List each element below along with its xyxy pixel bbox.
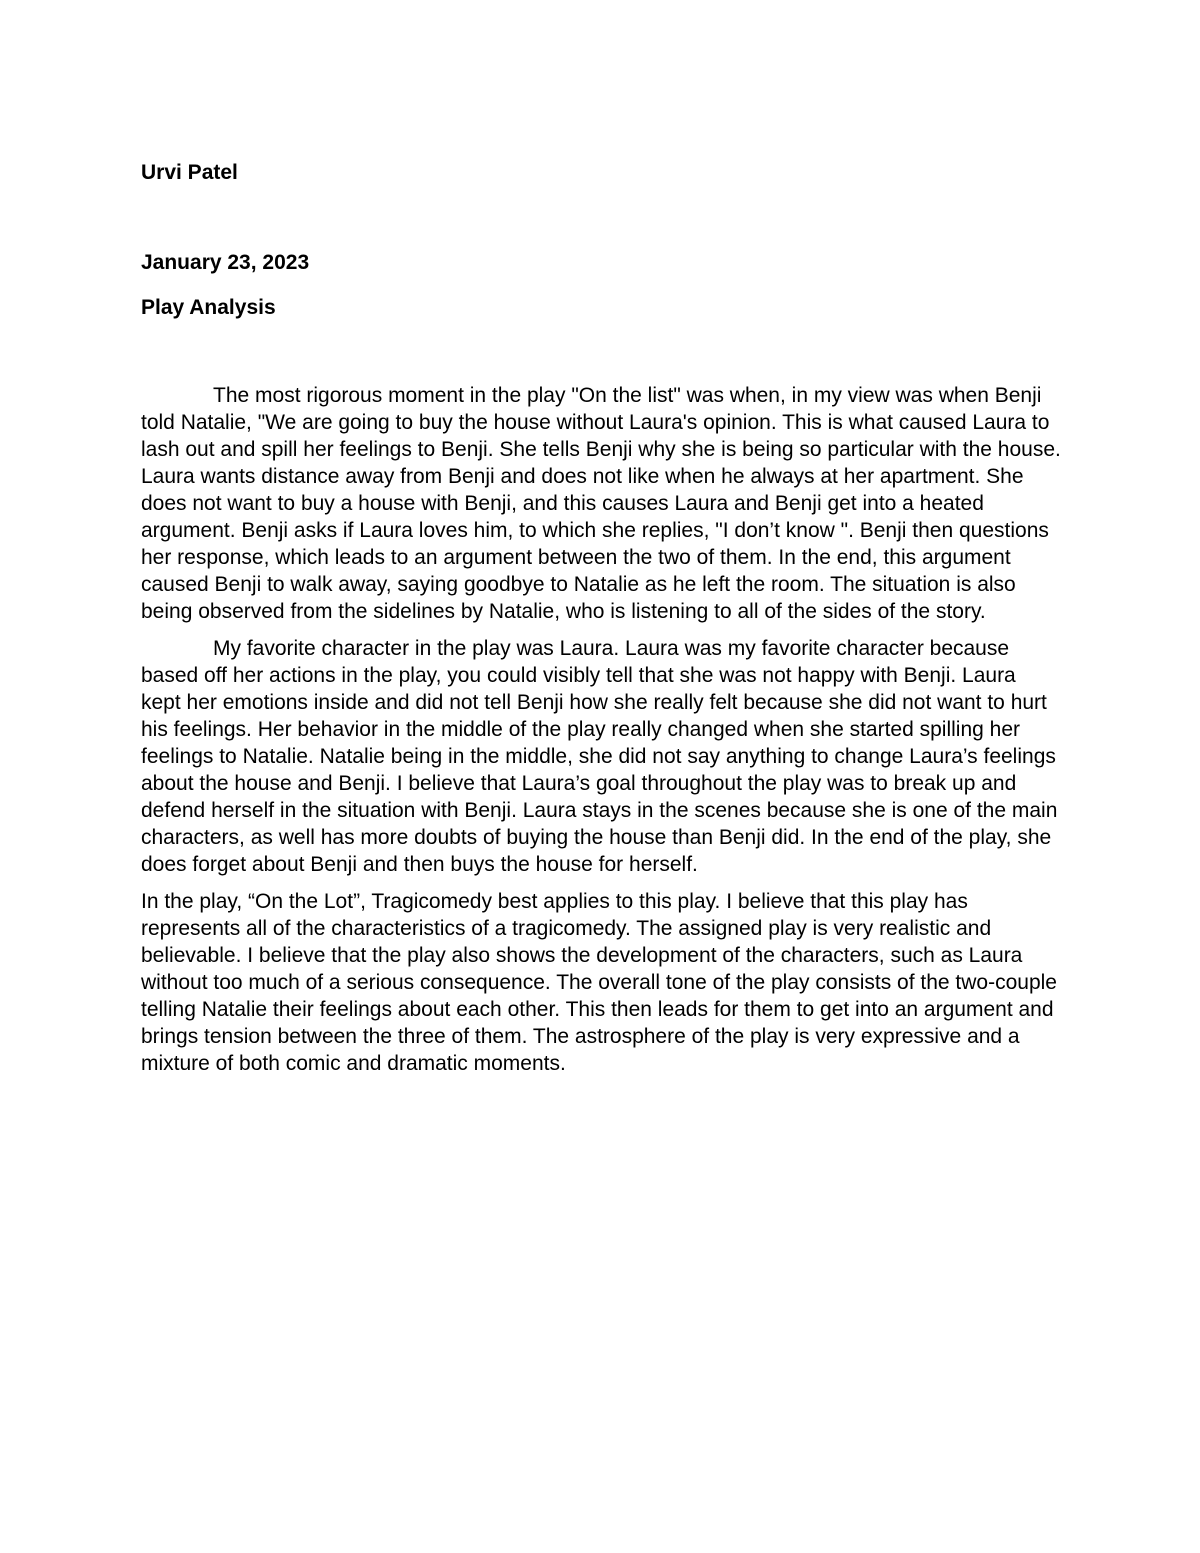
author-name: Urvi Patel <box>141 161 238 184</box>
document-date: January 23, 2023 <box>141 251 310 274</box>
essay-body <box>141 382 1061 1087</box>
paragraph-3: In the play, “On the Lot”, Tragicomedy best applies to this play. I believe that this play has represents all of the characteristics of a tragicomedy. The assigned play is very realistic and believable. I believe that the play also shows the development of the characters, such as Laura without too much of a serious consequence. The overall tone of the play consists of the two-couple telling Natalie their feelings about each other. This then leads for them to get into an argument and brings tension between the three of them. The astrosphere of the play is very expressive and a mixture of both comic and dramatic moments. <box>141 890 1057 1075</box>
paragraph-1: The most rigorous moment in the play "On the list" was when, in my view was when Benji told Natalie, "We are going to buy the house without Laura's opinion. This is what caused Laura to lash out and spill her feelings to Benji. She tells Benji why she is being so particular with the house. Laura wants distance away from Benji and does not like when he always at her apartment. She does not want to buy a house with Benji, and this causes Laura and Benji get into a heated argument. Benji asks if Laura loves him, to which she replies, "I don’t know ". Benji then questions her response, which leads to an argument between the two of them. In the end, this argument caused Benji to walk away, saying goodbye to Natalie as he left the room. The situation is also being observed from the sidelines by Natalie, who is listening to all of the sides of the story. <box>141 384 1061 623</box>
paragraph-2: My favorite character in the play was Laura. Laura was my favorite character because based off her actions in the play, you could visibly tell that she was not happy with Benji. Laura kept her emotions inside and did not tell Benji how she really felt because she did not want to hurt his feelings. Her behavior in the middle of the play really changed when she started spilling her feelings to Natalie. Natalie being in the middle, she did not say anything to change Laura’s feelings about the house and Benji. I believe that Laura’s goal throughout the play was to break up and defend herself in the situation with Benji. Laura stays in the scenes because she is one of the main characters, as well has more doubts of buying the house than Benji did. In the end of the play, she does forget about Benji and then buys the house for herself. <box>141 637 1058 876</box>
document-title: Play Analysis <box>141 296 276 319</box>
